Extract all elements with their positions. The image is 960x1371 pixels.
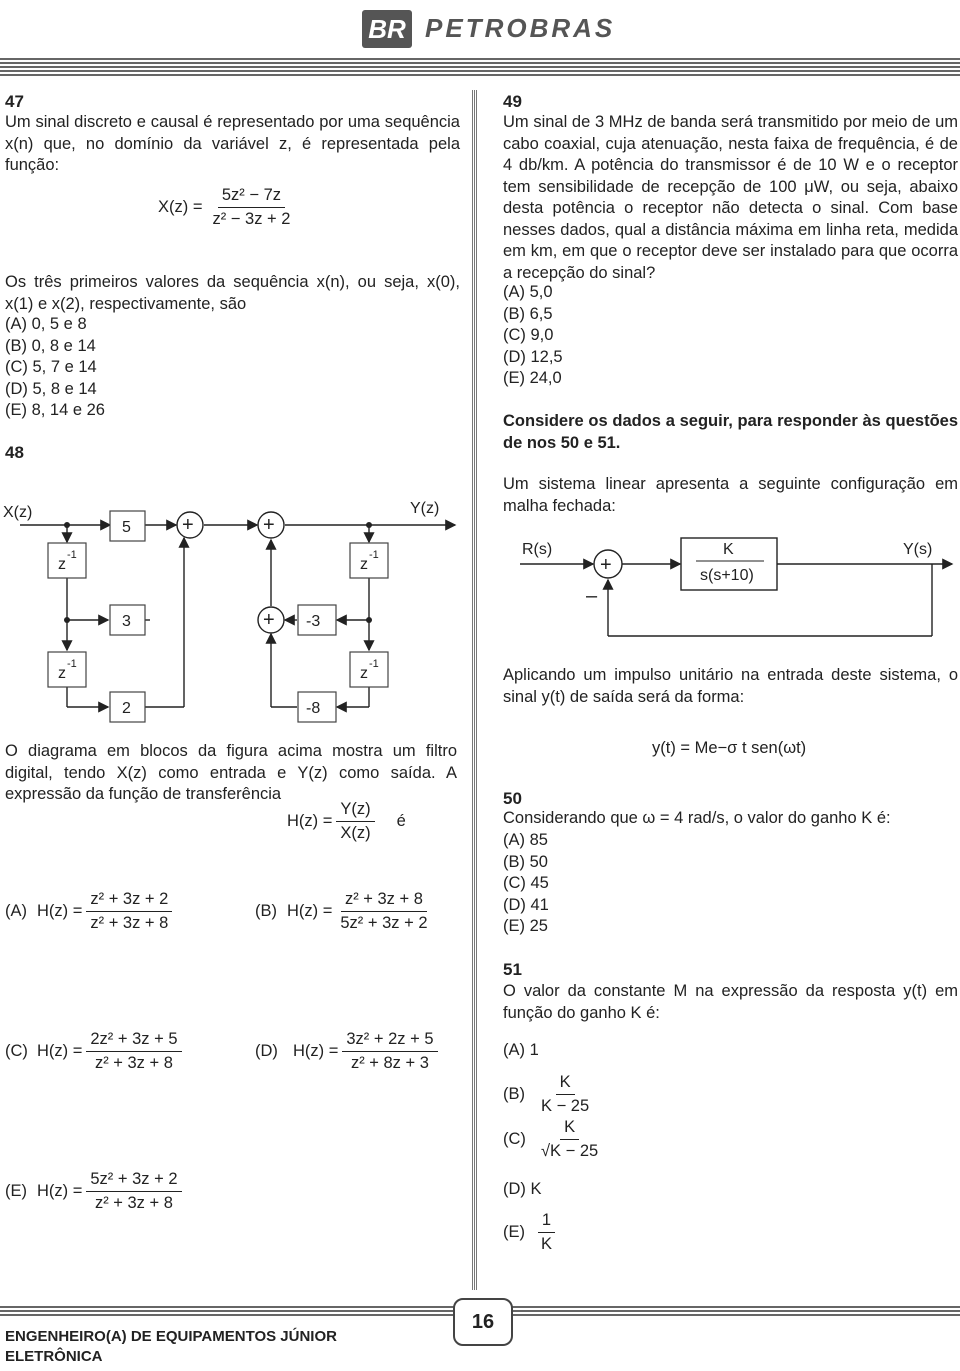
question-50-number: 50 [503, 789, 522, 808]
block-denominator: s(s+10) [700, 567, 754, 584]
shared-text: Um sistema linear apresenta a seguinte configuração em malha fechada: [503, 475, 958, 515]
question-47-text2: Os três primeiros valores da sequência x(n), ou seja, x(0), x(1) e x(2), respectivamente, são [5, 273, 460, 313]
gain-2: 2 [122, 700, 131, 717]
loop-plus: + [600, 554, 612, 576]
q49-options [503, 282, 958, 390]
q48-hz-formula: H(z) = $\frac{Y(z)}{X(z)}$ é [287, 800, 406, 842]
column-divider [472, 90, 478, 1290]
svg-text:-1: -1 [369, 549, 379, 561]
gain-minus-8: -8 [306, 700, 321, 717]
brand-name: PETROBRAS [425, 13, 616, 43]
shared-text2: Aplicando um impulso unitário na entrada deste sistema, o sinal y(t) de saída será da forma: [503, 666, 958, 706]
q48-option-c[interactable]: (C) H(z) = $\frac{\text{2z² + 3z + 5}}{\text{z² + 3z + 8}}$ [5, 1030, 182, 1073]
question-51-number: 51 [503, 960, 522, 979]
option-e[interactable]: (E) 24,0 [503, 369, 562, 387]
shared-heading: Considere os dados a seguir, para responder às questões de nos 50 e 51. [503, 412, 958, 452]
svg-text:z: z [58, 665, 66, 682]
footer-title-1: ENGENHEIRO(A) DE EQUIPAMENTOS JÚNIOR [5, 1328, 337, 1345]
loop-minus: – [586, 585, 598, 607]
option-d[interactable]: (D) 41 [503, 895, 549, 914]
page-number-badge [453, 1298, 513, 1346]
option-d[interactable]: (D) 5, 8 e 14 [5, 379, 97, 398]
svg-text:z: z [360, 665, 368, 682]
question-47-text: Um sinal discreto e causal é representado por uma sequência x(n) que, no domínio da variável z, é representada pela função: [5, 113, 460, 174]
question-48-number: 48 [5, 443, 24, 462]
diagram-output-label: Y(z) [410, 500, 440, 517]
page-number: 16 [471, 1310, 495, 1333]
closed-loop-diagram [500, 530, 960, 650]
diagram-input-label: X(z) [3, 504, 33, 521]
option-e[interactable]: (E) 25 [503, 917, 548, 935]
option-c[interactable]: (C) 45 [503, 874, 549, 892]
sum-plus-3: + [263, 609, 275, 631]
sum-plus-2: + [263, 514, 275, 536]
option-b[interactable]: (B) 6,5 [503, 304, 553, 323]
q48-option-a[interactable]: (A) H(z) = $\frac{\text{z² + 3z + 2}}{\text{z² + 3z + 8}}$ [5, 890, 172, 933]
q48-option-e[interactable]: (E) H(z) = $\frac{\text{5z² + 3z + 2}}{\text{z² + 3z + 8}}$ [5, 1170, 182, 1213]
footer-title-2: ELETRÔNICA [5, 1348, 103, 1365]
option-e[interactable]: (E) 8, 14 e 26 [5, 401, 105, 419]
question-47-number: 47 [5, 92, 24, 111]
option-d[interactable]: (D) 12,5 [503, 347, 563, 366]
q51-option-d[interactable]: (D) K [503, 1180, 542, 1198]
svg-text:z: z [58, 556, 66, 573]
q47-formula: X(z) = $\frac{\text{5z² − 7z}}{\text{z² − 3z + 2}}$ [158, 186, 291, 228]
gain-5: 5 [122, 519, 131, 536]
q51-option-a[interactable]: (A) 1 [503, 1041, 539, 1059]
option-c[interactable]: (C) 5, 7 e 14 [5, 358, 97, 376]
option-a[interactable]: (A) 85 [503, 831, 548, 849]
header [0, 0, 960, 60]
response-formula: y(t) = Me−σ t sen(ωt) [652, 739, 807, 757]
filter-block-diagram [0, 495, 470, 725]
svg-text:-1: -1 [67, 549, 77, 561]
q51-option-b[interactable]: (B) $\frac{K}{K - 25}$ [503, 1073, 590, 1115]
br-logo: BR [362, 10, 412, 48]
gain-minus-3: -3 [306, 613, 321, 630]
q51-option-c[interactable]: (C) $\frac{K}{√K - 25}$ [503, 1118, 599, 1160]
option-b[interactable]: (B) 50 [503, 852, 548, 871]
q47-options [5, 314, 460, 422]
question-50-text: Considerando que ω = 4 rad/s, o valor do ganho K é: [503, 809, 891, 827]
svg-text:-1: -1 [369, 658, 379, 670]
gain-3: 3 [122, 613, 131, 630]
sum-plus-1: + [182, 514, 194, 536]
q51-option-e[interactable]: (E) $\frac{1}{K}$ [503, 1211, 556, 1254]
header-stripes [0, 58, 960, 80]
option-b[interactable]: (B) 0, 8 e 14 [5, 336, 96, 355]
svg-text:-1: -1 [67, 658, 77, 670]
option-a[interactable]: (A) 0, 5 e 8 [5, 315, 87, 333]
question-51-text: O valor da constante M na expressão da resposta y(t) em função do ganho K é: [503, 982, 958, 1022]
q48-option-d[interactable]: (D) H(z) = $\frac{\text{3z² + 2z + 5}}{\text{z² + 8z + 3}}$ [255, 1030, 438, 1073]
q50-options [503, 830, 958, 938]
block-numerator: K [723, 541, 734, 558]
option-a[interactable]: (A) 5,0 [503, 283, 553, 301]
loop-output-label: Y(s) [903, 541, 933, 558]
loop-input-label: R(s) [522, 541, 553, 558]
option-c[interactable]: (C) 9,0 [503, 326, 554, 344]
question-49-number: 49 [503, 92, 522, 111]
q48-option-b[interactable]: (B) H(z) = $\frac{\text{z² + 3z + 8}}{\text{5z² + 3z + 2}}$ [255, 890, 428, 932]
question-49-text: Um sinal de 3 MHz de banda será transmitido por meio de um cabo coaxial, cuja atenuação, nesta faixa de frequência, é de 4 db/km. A potência do transmissor é de 10 W e o receptor tem sensibilidade de recepção de 100 μW, ou seja, abaixo desta potência o receptor não detecta o sinal. Com base nesses dados, qual a distância máxima em linha reta, medida em km, em que o receptor deve ser instalado para que ocorra a recepção do sinal? [503, 113, 958, 282]
svg-text:z: z [360, 556, 368, 573]
question-48-text: O diagrama em blocos da figura acima mostra um filtro digital, tendo X(z) como entrada e Y(z) como saída. A expressão da função de transferência [5, 742, 457, 803]
